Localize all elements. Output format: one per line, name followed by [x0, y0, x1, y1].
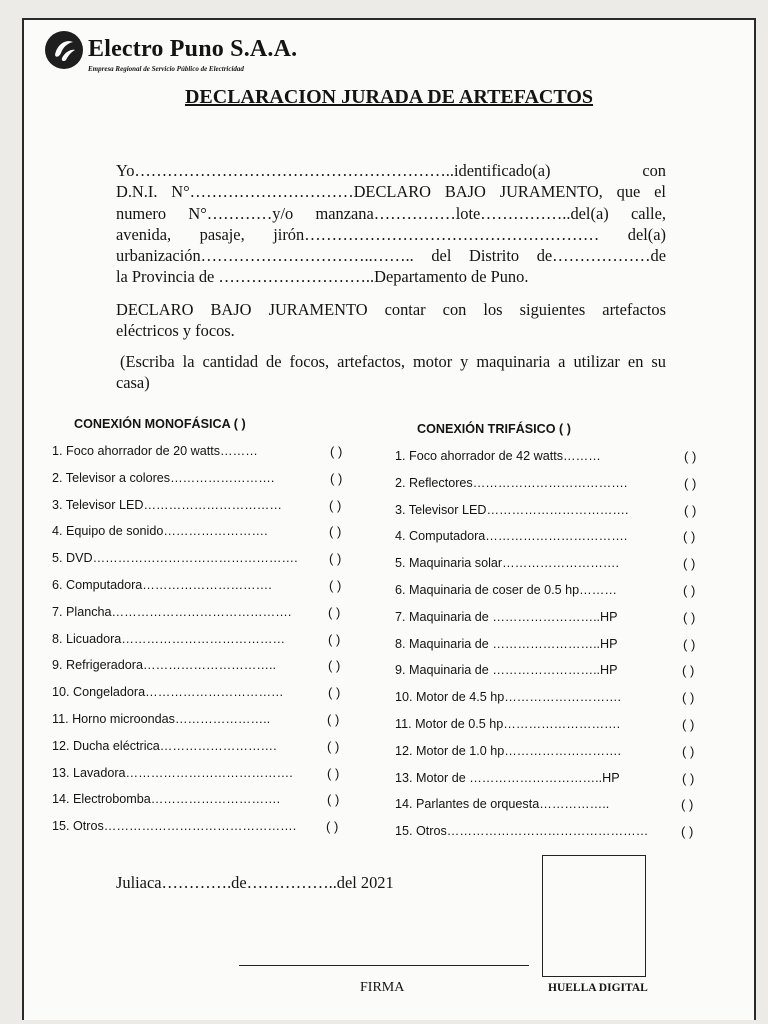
trifasico-quantity-field[interactable]: ( ) [683, 556, 696, 572]
fingerprint-box [542, 855, 646, 977]
monofasica-quantity-field[interactable]: ( ) [330, 444, 343, 459]
form-page [22, 18, 756, 1020]
signature-line [239, 965, 529, 966]
monofasica-item: 3. Televisor LED…………………………… [52, 497, 282, 512]
monofasica-quantity-field[interactable]: ( ) [327, 712, 340, 727]
monofasica-item: 11. Horno microondas………………….. [52, 712, 271, 726]
trifasico-item: 13. Motor de …………………………..HP [395, 770, 620, 785]
trifasico-item: 6. Maquinaria de coser de 0.5 hp……… [395, 583, 617, 597]
trifasico-quantity-field[interactable]: ( ) [683, 529, 696, 545]
monofasica-quantity-field[interactable]: ( ) [329, 497, 342, 513]
trifasico-quantity-field[interactable]: ( ) [681, 824, 694, 840]
trifasico-item: 5. Maquinaria solar………………………. [395, 556, 619, 571]
monofasica-quantity-field[interactable]: ( ) [326, 819, 339, 835]
monofasica-item: 15. Otros………………………………………. [52, 819, 297, 834]
monofasica-item: 7. Plancha……………………………………. [52, 604, 292, 619]
trifasico-quantity-field[interactable]: ( ) [682, 743, 695, 759]
trifasico-item: 7. Maquinaria de ……………………..HP [395, 609, 618, 624]
monofasica-quantity-field[interactable]: ( ) [328, 631, 341, 647]
monofasica-quantity-field[interactable]: ( ) [328, 658, 341, 674]
signature-label: FIRMA [360, 980, 405, 995]
monofasica-item: 14. Electrobomba…………………………. [52, 792, 281, 807]
company-subtitle: Empresa Regional de Servicio Público de Electricidad [88, 65, 244, 73]
monofasica-item: 4. Equipo de sonido……………………. [52, 524, 268, 539]
monofasica-quantity-field[interactable]: ( ) [330, 470, 343, 486]
trifasico-quantity-field[interactable]: ( ) [684, 449, 697, 464]
declaration-paragraph [116, 160, 666, 288]
statement-line: DECLARO BAJO JURAMENTO contar con los siguientes artefactos [116, 300, 666, 319]
trifasico-quantity-field[interactable]: ( ) [683, 609, 696, 625]
statement-paragraph [116, 299, 666, 342]
monofasica-item: 9. Refrigeradora………………………….. [52, 658, 276, 673]
trifasico-quantity-field[interactable]: ( ) [681, 797, 694, 813]
trifasico-item: 10. Motor de 4.5 hp………………………. [395, 690, 622, 705]
monofasica-item: 2. Televisor a colores……………………. [52, 470, 275, 485]
monofasica-item: 10. Congeladora…………………………… [52, 685, 284, 700]
electro-puno-logo-icon [44, 30, 84, 70]
declaration-line: Yo…………………………………………………..identificado(a) con [116, 161, 666, 180]
monofasica-quantity-field[interactable]: ( ) [329, 551, 342, 567]
trifasico-item: 14. Parlantes de orquesta…………….. [395, 797, 610, 812]
date-line: Juliaca………….de……………..del 2021 [116, 873, 394, 892]
monofasica-quantity-field[interactable]: ( ) [327, 765, 340, 781]
trifasico-item: 4. Computadora……………………………. [395, 529, 628, 544]
declaration-line: numero N°…………y/o manzana……………lote……………..del(a) calle, [116, 203, 666, 223]
instruction-line: casa) [116, 373, 150, 393]
monofasica-quantity-field[interactable]: ( ) [327, 792, 340, 808]
trifasico-quantity-field[interactable]: ( ) [682, 663, 695, 679]
trifasico-heading: CONEXIÓN TRIFÁSICO ( ) [417, 422, 571, 436]
trifasico-item: 1. Foco ahorrador de 42 watts……… [395, 449, 601, 463]
trifasico-quantity-field[interactable]: ( ) [684, 502, 697, 518]
instruction-paragraph [116, 351, 666, 394]
declaration-line: la Provincia de ………………………..Departamento de Puno. [116, 267, 529, 287]
monofasica-item: 6. Computadora…………………………. [52, 578, 272, 592]
trifasico-quantity-field[interactable]: ( ) [683, 583, 696, 598]
monofasica-item: 1. Foco ahorrador de 20 watts……… [52, 444, 258, 458]
trifasico-quantity-field[interactable]: ( ) [683, 636, 696, 652]
monofasica-heading: CONEXIÓN MONOFÁSICA ( ) [74, 417, 246, 431]
monofasica-quantity-field[interactable]: ( ) [329, 524, 342, 540]
trifasico-item: 11. Motor de 0.5 hp………………………. [395, 717, 621, 731]
trifasico-quantity-field[interactable]: ( ) [684, 475, 697, 491]
company-name: Electro Puno S.A.A. [88, 36, 298, 62]
instruction-line: (Escriba la cantidad de focos, artefactos, motor y maquinaria a utilizar en su [120, 352, 666, 371]
trifasico-quantity-field[interactable]: ( ) [682, 690, 695, 706]
statement-line: eléctricos y focos. [116, 321, 235, 341]
declaration-line: avenida, pasaje, jirón……………………………………………… del(a) [116, 224, 666, 244]
trifasico-item: 3. Televisor LED……………………………. [395, 502, 629, 517]
page-title: DECLARACION JURADA DE ARTEFACTOS [184, 86, 594, 108]
fingerprint-label: HUELLA DIGITAL [548, 982, 648, 994]
monofasica-quantity-field[interactable]: ( ) [327, 738, 340, 754]
declaration-line: urbanización…………………………..…….. del Distrito de………………de [116, 246, 666, 266]
monofasica-quantity-field[interactable]: ( ) [328, 685, 341, 701]
monofasica-item: 12. Ducha eléctrica………………………. [52, 738, 277, 753]
trifasico-item: 2. Reflectores………………………………. [395, 475, 628, 490]
monofasica-quantity-field[interactable]: ( ) [328, 604, 341, 620]
trifasico-item: 9. Maquinaria de ……………………..HP [395, 663, 618, 678]
monofasica-item: 8. Licuadora………………………………… [52, 631, 286, 646]
declaration-line: D.N.I. N°…………………………DECLARO BAJO JURAMENTO, que el [116, 182, 666, 202]
monofasica-item: 5. DVD…………………………………………. [52, 551, 298, 566]
trifasico-item: 8. Maquinaria de ……………………..HP [395, 636, 618, 651]
monofasica-quantity-field[interactable]: ( ) [329, 578, 342, 593]
trifasico-item: 12. Motor de 1.0 hp………………………. [395, 743, 622, 758]
trifasico-item: 15. Otros………………………………………… [395, 824, 649, 839]
monofasica-item: 13. Lavadora…………………………………. [52, 765, 293, 780]
trifasico-quantity-field[interactable]: ( ) [682, 717, 695, 732]
trifasico-quantity-field[interactable]: ( ) [682, 770, 695, 786]
